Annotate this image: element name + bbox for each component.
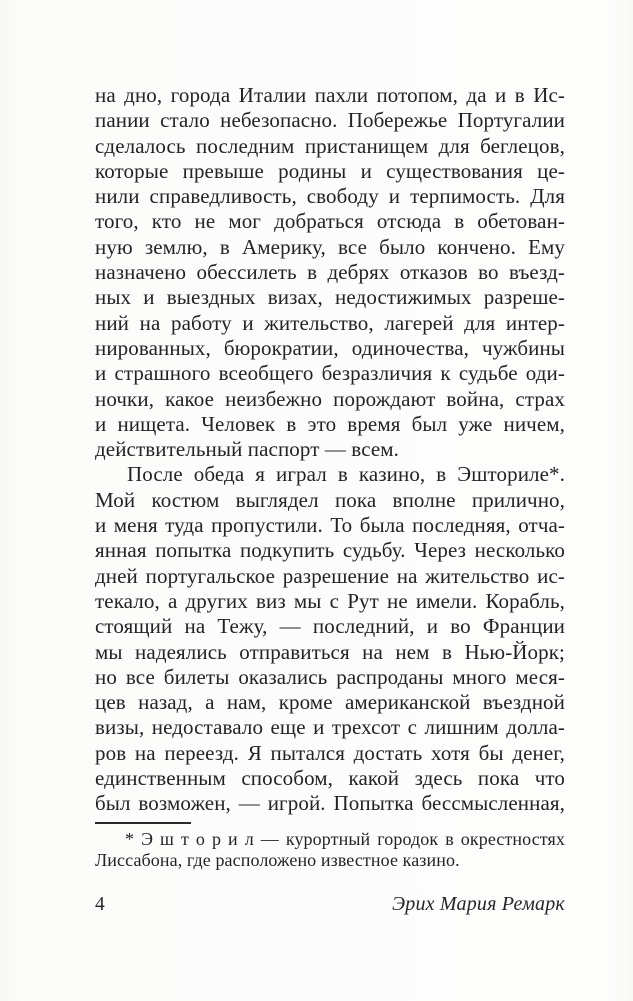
- text-line: и нищета. Человек в это время был уже ничем,: [95, 411, 565, 436]
- text-line: янная попытка подкупить судьбу. Через несколько: [95, 538, 565, 563]
- text-line: назначено обессилеть в дебрях отказов во въезд-: [95, 260, 565, 285]
- footnote-text: [95, 829, 565, 872]
- text-line: но все билеты оказались распроданы много меся-: [95, 664, 565, 689]
- text-line: которые превыше родины и существования це-: [95, 158, 565, 183]
- text-line: цев назад, а нам, кроме американской въездной: [95, 690, 565, 715]
- text-line: ночки, какое неизбежно порождают война, страх: [95, 386, 565, 411]
- page-footer: [95, 893, 565, 916]
- text-line: и меня туда пропустили. То была последняя, отча-: [95, 513, 565, 538]
- footnote-separator-rule: [95, 822, 191, 824]
- text-line: и страшного всеобщего безразличия к судьбе оди-: [95, 361, 565, 386]
- running-title-author: Эрих Мария Ремарк: [391, 893, 565, 915]
- text-line: ных и выездных визах, недостижимых разреше-: [95, 285, 565, 310]
- text-line: нированных, бюрократии, одиночества, чужбины: [95, 335, 565, 360]
- text-line: ную землю, в Америку, все было кончено. Ему: [95, 234, 565, 259]
- page-text: [95, 83, 565, 872]
- text-line: визы, недоставало еще и трехсот с лишним долла-: [95, 715, 565, 740]
- text-line: дней португальское разрешение на жительство ис-: [95, 563, 565, 588]
- text-line: сделалось последним пристанищем для беглецов,: [95, 133, 565, 158]
- text-line: единственным способом, какой здесь пока что: [95, 766, 565, 791]
- main-text: [95, 83, 565, 817]
- page-number: 4: [95, 894, 105, 915]
- text-line: * Э ш т о р и л — курортный городок в окрестностях: [125, 828, 565, 849]
- text-line: ний на работу и жительство, лагерей для интер-: [95, 310, 565, 335]
- text-line: на дно, города Италии пахли потопом, да и в Ис-: [95, 83, 565, 107]
- text-line: текало, а других виз мы с Рут не имели. Корабль,: [95, 588, 565, 613]
- footnote: [95, 822, 565, 872]
- text-line: Мой костюм выглядел пока вполне прилично,: [95, 487, 565, 512]
- text-line: Лиссабона, где расположено известное казино.: [95, 850, 460, 871]
- text-line: стоящий на Тежу, — последний, и во Франции: [95, 614, 565, 639]
- text-line: был возможен, — игрой. Попытка бессмысленная,: [95, 791, 565, 816]
- text-line: мы надеялись отправиться на нем в Нью-Йорк;: [95, 639, 565, 664]
- text-line: нили справедливость, свободу и терпимость. Для: [95, 184, 565, 209]
- text-line: ров на переезд. Я пытался достать хотя бы денег,: [95, 740, 565, 765]
- text-line: того, кто не мог добраться отсюда в обетован-: [95, 209, 565, 234]
- text-line: пании стало небезопасно. Побережье Португалии: [95, 108, 565, 133]
- text-line: После обеда я играл в казино, в Эшториле*.: [127, 462, 565, 487]
- text-line: действительный паспорт — всем.: [95, 437, 400, 462]
